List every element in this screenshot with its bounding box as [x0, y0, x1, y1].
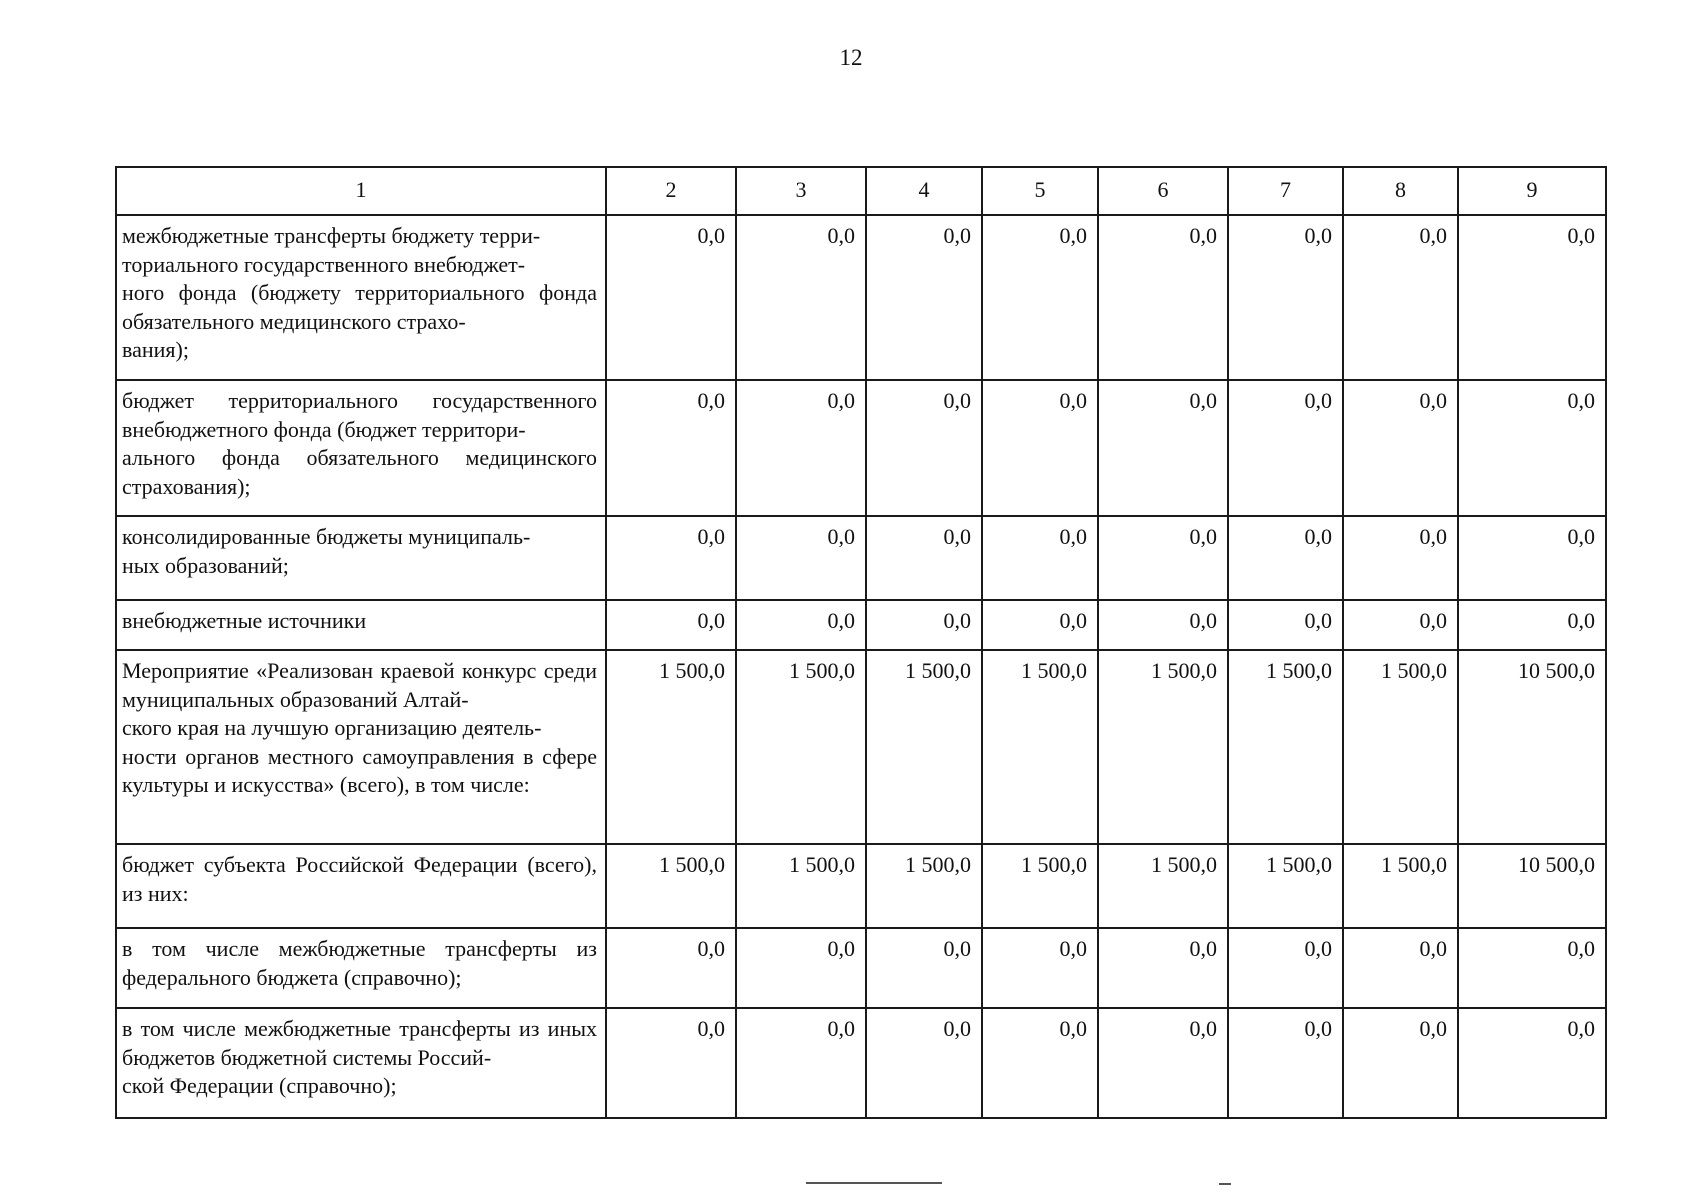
value-cell-col-6: 0,0 [1098, 380, 1228, 516]
scan-artifact [1219, 1183, 1231, 1185]
table-row [116, 928, 1606, 1008]
value-cell-col-7: 0,0 [1228, 600, 1343, 650]
row-label: бюджет субъекта Российской Федерации (всего), из них: [116, 844, 606, 928]
scan-artifact [806, 1182, 942, 1184]
row-label: консолидированные бюджеты муниципаль- ных образований; [116, 516, 606, 600]
value-cell-col-4: 0,0 [866, 928, 982, 1008]
value-cell-col-9: 0,0 [1458, 1008, 1606, 1118]
table-row [116, 380, 1606, 516]
value-cell-col-2: 1 500,0 [606, 844, 736, 928]
value-cell-col-2: 0,0 [606, 600, 736, 650]
value-cell-col-4: 0,0 [866, 600, 982, 650]
value-cell-col-9: 0,0 [1458, 600, 1606, 650]
column-header-4: 4 [866, 167, 982, 215]
value-cell-col-8: 0,0 [1343, 380, 1458, 516]
value-cell-col-4: 1 500,0 [866, 650, 982, 844]
value-cell-col-7: 0,0 [1228, 1008, 1343, 1118]
column-header-1: 1 [116, 167, 606, 215]
value-cell-col-8: 1 500,0 [1343, 844, 1458, 928]
value-cell-col-7: 0,0 [1228, 380, 1343, 516]
budget-table [115, 166, 1607, 1119]
value-cell-col-3: 0,0 [736, 380, 866, 516]
value-cell-col-5: 0,0 [982, 516, 1098, 600]
value-cell-col-7: 0,0 [1228, 516, 1343, 600]
value-cell-col-4: 0,0 [866, 380, 982, 516]
value-cell-col-2: 0,0 [606, 1008, 736, 1118]
value-cell-col-2: 0,0 [606, 380, 736, 516]
value-cell-col-3: 0,0 [736, 215, 866, 380]
value-cell-col-8: 1 500,0 [1343, 650, 1458, 844]
value-cell-col-5: 0,0 [982, 1008, 1098, 1118]
value-cell-col-3: 0,0 [736, 1008, 866, 1118]
column-header-8: 8 [1343, 167, 1458, 215]
table-row [116, 650, 1606, 844]
value-cell-col-9: 10 500,0 [1458, 650, 1606, 844]
value-cell-col-9: 0,0 [1458, 516, 1606, 600]
value-cell-col-7: 1 500,0 [1228, 844, 1343, 928]
value-cell-col-6: 0,0 [1098, 600, 1228, 650]
value-cell-col-7: 0,0 [1228, 215, 1343, 380]
value-cell-col-6: 0,0 [1098, 928, 1228, 1008]
row-label: бюджет территориального государственного внебюджетного фонда (бюджет территори- ального фонда обязательного медицинского страхования); [116, 380, 606, 516]
table-body [116, 215, 1606, 1118]
value-cell-col-9: 0,0 [1458, 215, 1606, 380]
column-header-2: 2 [606, 167, 736, 215]
table-row [116, 516, 1606, 600]
value-cell-col-4: 0,0 [866, 1008, 982, 1118]
value-cell-col-2: 1 500,0 [606, 650, 736, 844]
value-cell-col-6: 0,0 [1098, 516, 1228, 600]
value-cell-col-9: 0,0 [1458, 380, 1606, 516]
value-cell-col-5: 1 500,0 [982, 650, 1098, 844]
value-cell-col-2: 0,0 [606, 516, 736, 600]
row-label: в том числе межбюджетные трансферты из иных бюджетов бюджетной системы Россий- ской Федерации (справочно); [116, 1008, 606, 1118]
row-label: Мероприятие «Реализован краевой конкурс среди муниципальных образований Алтай- ского края на лучшую организацию деятель- ности органов местного самоуправления в сфере культуры и искусства» (всего), в том числе: [116, 650, 606, 844]
table-row [116, 215, 1606, 380]
value-cell-col-3: 0,0 [736, 928, 866, 1008]
value-cell-col-3: 0,0 [736, 516, 866, 600]
value-cell-col-2: 0,0 [606, 928, 736, 1008]
value-cell-col-7: 0,0 [1228, 928, 1343, 1008]
value-cell-col-4: 0,0 [866, 215, 982, 380]
value-cell-col-3: 0,0 [736, 600, 866, 650]
column-header-3: 3 [736, 167, 866, 215]
column-header-6: 6 [1098, 167, 1228, 215]
value-cell-col-7: 1 500,0 [1228, 650, 1343, 844]
value-cell-col-4: 0,0 [866, 516, 982, 600]
value-cell-col-6: 1 500,0 [1098, 844, 1228, 928]
value-cell-col-9: 0,0 [1458, 928, 1606, 1008]
table-row [116, 844, 1606, 928]
value-cell-col-6: 1 500,0 [1098, 650, 1228, 844]
value-cell-col-8: 0,0 [1343, 516, 1458, 600]
row-label: межбюджетные трансферты бюджету терри- ториального государственного внебюджет- ного фонда (бюджету территориального фонда обязательного медицинского страхо- вания); [116, 215, 606, 380]
row-label: в том числе межбюджетные трансферты из федерального бюджета (справочно); [116, 928, 606, 1008]
row-label: внебюджетные источники [116, 600, 606, 650]
value-cell-col-6: 0,0 [1098, 215, 1228, 380]
value-cell-col-9: 10 500,0 [1458, 844, 1606, 928]
value-cell-col-3: 1 500,0 [736, 844, 866, 928]
table-row [116, 1008, 1606, 1118]
value-cell-col-8: 0,0 [1343, 600, 1458, 650]
page-number: 12 [839, 45, 863, 70]
table-header-row [116, 167, 1606, 215]
value-cell-col-8: 0,0 [1343, 1008, 1458, 1118]
column-header-9: 9 [1458, 167, 1606, 215]
value-cell-col-4: 1 500,0 [866, 844, 982, 928]
value-cell-col-2: 0,0 [606, 215, 736, 380]
value-cell-col-3: 1 500,0 [736, 650, 866, 844]
value-cell-col-5: 1 500,0 [982, 844, 1098, 928]
table-row [116, 600, 1606, 650]
value-cell-col-6: 0,0 [1098, 1008, 1228, 1118]
value-cell-col-5: 0,0 [982, 928, 1098, 1008]
column-header-5: 5 [982, 167, 1098, 215]
value-cell-col-8: 0,0 [1343, 928, 1458, 1008]
value-cell-col-5: 0,0 [982, 600, 1098, 650]
value-cell-col-5: 0,0 [982, 215, 1098, 380]
value-cell-col-8: 0,0 [1343, 215, 1458, 380]
value-cell-col-5: 0,0 [982, 380, 1098, 516]
column-header-7: 7 [1228, 167, 1343, 215]
